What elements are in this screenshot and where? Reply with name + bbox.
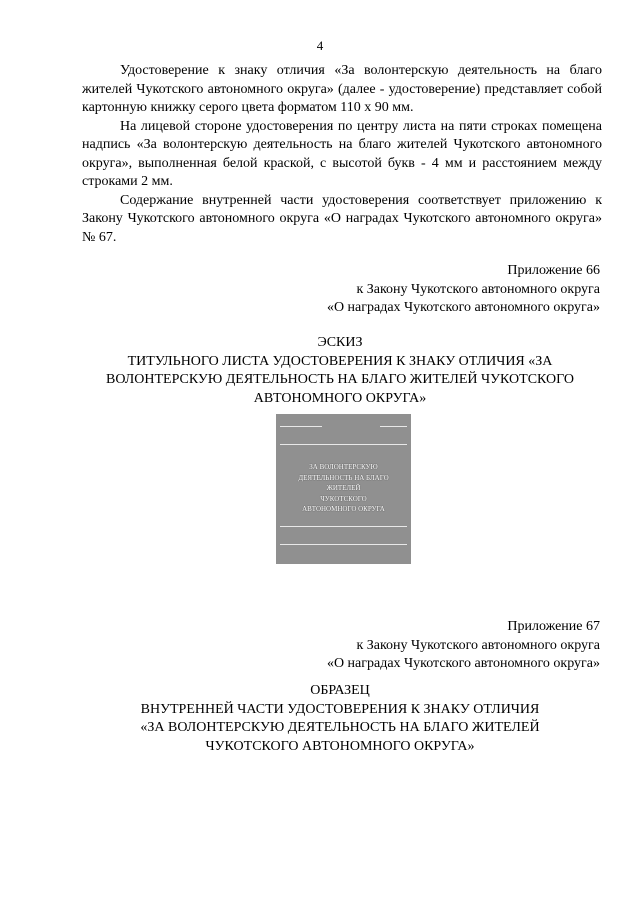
sketch-line (280, 426, 322, 427)
sample-heading (90, 682, 590, 756)
sketch-caption-line: ДЕЯТЕЛЬНОСТЬ НА БЛАГО (298, 473, 389, 482)
annex-law-name: «О наградах Чукотского автономного округа» (326, 656, 600, 671)
annex-law-line: к Закону Чукотского автономного округа (356, 637, 600, 653)
heading-line: ЭСКИЗ (317, 335, 363, 350)
heading-line: ОБРАЗЕЦ (310, 683, 370, 698)
sketch-caption-line: ЧУКОТСКОГО (320, 494, 367, 503)
annex-67-header (200, 618, 600, 674)
sketch-line (280, 444, 407, 445)
title-page-sketch (276, 414, 411, 564)
paragraph: На лицевой стороне удостоверения по центру листа на пяти строках помещена надпись «За волонтерскую деятельность на благо жителей Чукотского автономного округа», выполненная белой краской, с высотой букв - 4 мм и расстоянием между строками 2 мм. (82, 118, 602, 189)
paragraph: Удостоверение к знаку отличия «За волонтерскую деятельность на благо жителей Чукотского автономного округа» (далее - удостоверение) представляет собой картонную книжку серого цвета форматом 110 х 90 мм. (82, 63, 602, 115)
sketch-caption-line: ЖИТЕЛЕЙ (326, 484, 361, 492)
paragraph: Содержание внутренней части удостоверения соответствует приложению к Закону Чукотского автономного округа «О наградах Чукотского автономного округа» № 67. (82, 192, 602, 245)
annex-title: Приложение 67 (507, 619, 600, 634)
annex-law-name: «О наградах Чукотского автономного округа» (326, 300, 600, 315)
sketch-line (380, 426, 407, 427)
annex-law-line: к Закону Чукотского автономного округа (356, 281, 600, 297)
page-number: 4 (316, 38, 324, 53)
heading-line: ВОЛОНТЕРСКУЮ ДЕЯТЕЛЬНОСТЬ НА БЛАГО ЖИТЕЛЕЙ ЧУКОТСКОГО (106, 372, 574, 387)
sketch-caption (276, 462, 411, 515)
body-text (82, 62, 602, 247)
sketch-caption-line: ЗА ВОЛОНТЕРСКУЮ (309, 463, 378, 471)
heading-line: ВНУТРЕННЕЙ ЧАСТИ УДОСТОВЕРЕНИЯ К ЗНАКУ ОТЛИЧИЯ (140, 701, 540, 717)
annex-title: Приложение 66 (507, 263, 600, 278)
heading-line: «ЗА ВОЛОНТЕРСКУЮ ДЕЯТЕЛЬНОСТЬ НА БЛАГО ЖИТЕЛЕЙ (140, 720, 540, 735)
sketch-line (280, 544, 407, 545)
heading-line: ТИТУЛЬНОГО ЛИСТА УДОСТОВЕРЕНИЯ К ЗНАКУ ОТЛИЧИЯ «ЗА (127, 353, 553, 369)
sketch-line (280, 526, 407, 527)
heading-line: ЧУКОТСКОГО АВТОНОМНОГО ОКРУГА» (205, 738, 475, 754)
sketch-heading (90, 334, 590, 408)
sketch-caption-line: АВТОНОМНОГО ОКРУГА (302, 505, 385, 513)
annex-66-header (200, 262, 600, 318)
heading-line: АВТОНОМНОГО ОКРУГА» (253, 390, 427, 406)
